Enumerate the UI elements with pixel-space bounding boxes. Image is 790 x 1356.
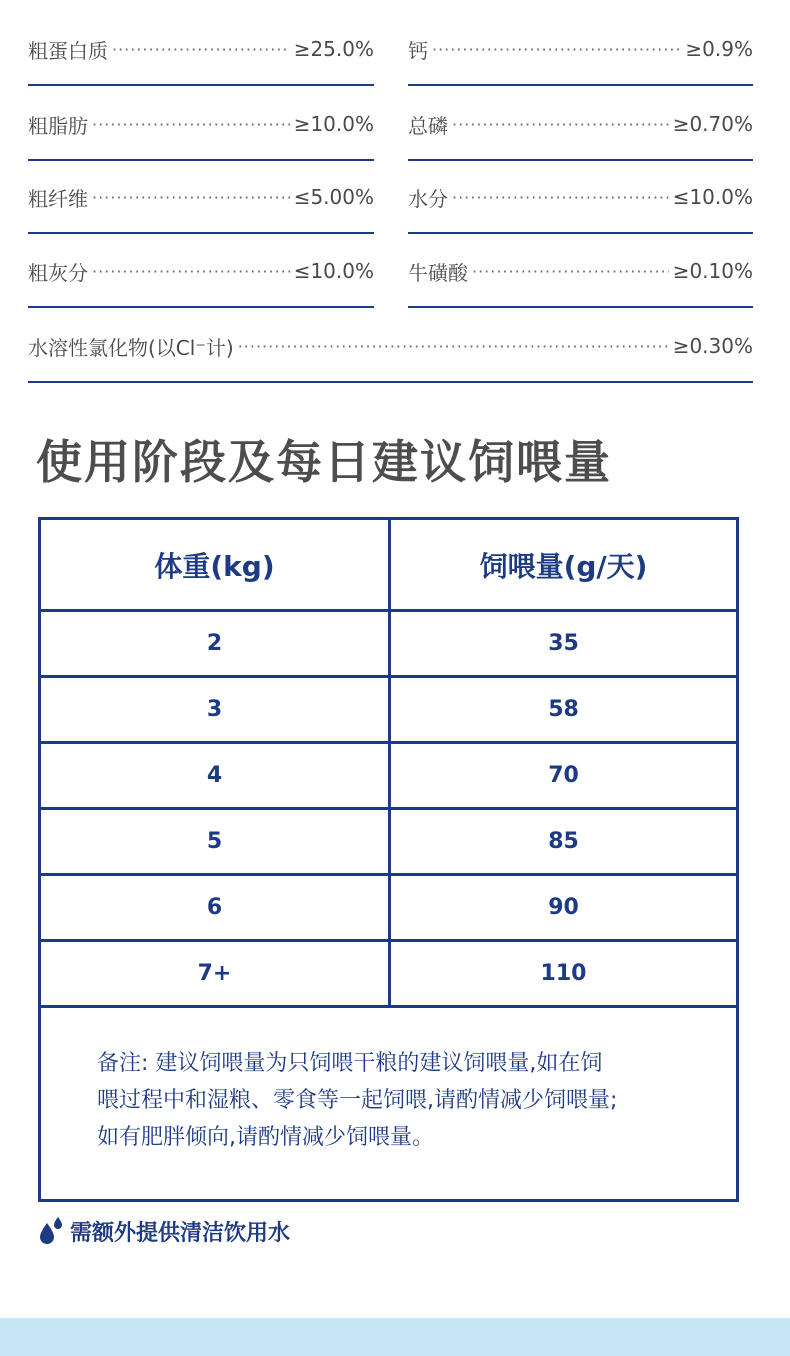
table-row: [41, 942, 736, 1008]
table-row: [41, 744, 736, 810]
nutrient-total-phosphorus: [408, 89, 753, 161]
nutrient-label: 粗灰分: [28, 260, 88, 285]
nutrient-value: ≤10.0%: [293, 259, 374, 283]
nutrient-value: ≥0.10%: [672, 259, 753, 283]
nutrient-crude-ash: [28, 236, 374, 308]
dot-leader: [238, 337, 669, 356]
feeding-table: [38, 517, 739, 1202]
weight-cell: 4: [41, 744, 391, 807]
nutrient-label: 水溶性氯化物(以Cl⁻计): [28, 335, 234, 360]
nutrient-crude-fat: [28, 89, 374, 161]
bottom-band: [0, 1318, 790, 1356]
weight-cell: 7+: [41, 942, 391, 1005]
note-line: 备注: 建议饲喂量为只饲喂干粮的建议饲喂量,如在饲: [97, 1051, 603, 1076]
nutrient-value: ≥25.0%: [293, 37, 374, 61]
amount-cell: 35: [548, 631, 579, 656]
dot-leader: [112, 40, 290, 59]
nutrient-value: ≥0.9%: [685, 37, 753, 61]
table-row: [41, 876, 736, 942]
nutrient-water-soluble-chloride: [28, 311, 753, 383]
section-title: 使用阶段及每日建议饲喂量: [36, 435, 612, 489]
table-header-row: [41, 520, 736, 612]
dot-leader: [452, 188, 669, 207]
nutrient-value: ≤10.0%: [672, 185, 753, 209]
table-row: [41, 612, 736, 678]
weight-cell: 2: [41, 612, 391, 675]
nutrient-label: 粗蛋白质: [28, 38, 108, 63]
nutrient-label: 牛磺酸: [408, 260, 468, 285]
nutrient-value: ≤5.00%: [293, 185, 374, 209]
weight-cell: 3: [41, 678, 391, 741]
nutrient-taurine: [408, 236, 753, 308]
amount-cell: 85: [548, 829, 579, 854]
amount-cell: 58: [548, 697, 579, 722]
water-drops-icon: [38, 1215, 64, 1247]
header-amount: 饲喂量(g/天): [479, 549, 648, 583]
amount-cell: 90: [548, 895, 579, 920]
nutrient-label: 粗纤维: [28, 186, 88, 211]
nutrient-moisture: [408, 162, 753, 234]
nutrient-value: ≥0.30%: [672, 334, 753, 358]
nutrient-value: ≥0.70%: [672, 112, 753, 136]
note-line: 喂过程中和湿粮、零食等一起饲喂,请酌情减少饲喂量;: [97, 1088, 618, 1113]
dot-leader: [92, 115, 290, 134]
nutrient-calcium: [408, 14, 753, 86]
nutrient-label: 总磷: [408, 113, 448, 138]
nutrient-label: 钙: [408, 38, 428, 63]
nutrient-crude-protein: [28, 14, 374, 86]
water-notice: [38, 1215, 290, 1247]
amount-cell: 70: [548, 763, 579, 788]
weight-cell: 6: [41, 876, 391, 939]
dot-leader: [92, 188, 290, 207]
nutrient-label: 水分: [408, 186, 448, 211]
nutrient-crude-fiber: [28, 162, 374, 234]
weight-cell: 5: [41, 810, 391, 873]
table-row: [41, 678, 736, 744]
table-row: [41, 810, 736, 876]
amount-cell: 110: [540, 961, 587, 986]
dot-leader: [452, 115, 669, 134]
header-weight: 体重(kg): [41, 520, 391, 609]
note-line: 如有肥胖倾向,请酌情减少饲喂量。: [97, 1125, 434, 1150]
dot-leader: [472, 262, 669, 281]
dot-leader: [432, 40, 681, 59]
dot-leader: [92, 262, 290, 281]
nutrient-label: 粗脂肪: [28, 113, 88, 138]
feeding-note: [97, 1045, 697, 1156]
water-notice-text: 需额外提供清洁饮用水: [70, 1220, 291, 1246]
nutrient-value: ≥10.0%: [293, 112, 374, 136]
